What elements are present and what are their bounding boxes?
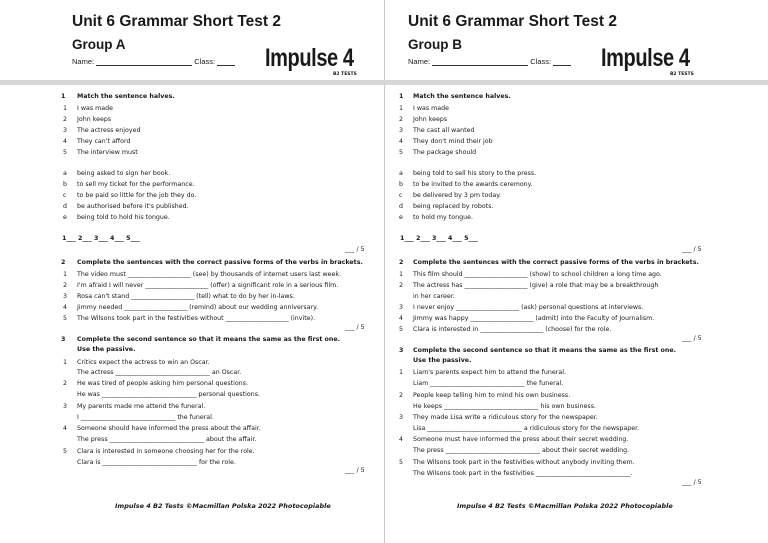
match-item: They don't mind their job: [413, 138, 493, 145]
item-number: 1: [399, 271, 404, 278]
name-label: Name:: [408, 57, 431, 66]
option-letter: d: [399, 203, 403, 210]
match-item: I was made: [413, 105, 450, 112]
match-option: to be invited to the awards ceremony.: [413, 181, 533, 188]
match-option: to sell my ticket for the performance.: [77, 181, 195, 188]
gap-fill-sentence[interactable]: Rosa can't stand ____________________ (tell) what to do by her in-laws.: [77, 293, 295, 300]
option-letter: c: [63, 192, 67, 199]
section-3-subheading: Use the passive.: [77, 346, 136, 353]
gap-fill-sentence[interactable]: Jimmy needed ____________________ (remind) about our wedding anniversary.: [77, 304, 318, 311]
transformation-sentence[interactable]: I ______________________________ the funeral.: [77, 414, 214, 421]
option-letter: c: [399, 192, 403, 199]
source-sentence: Clara is interested in someone choosing her for the role.: [77, 448, 255, 455]
match-item: The interview must: [77, 149, 138, 156]
source-sentence: Someone should have informed the press about the affair.: [77, 425, 261, 432]
section-3-heading: Complete the second sentence so that it means the same as the first one.: [413, 347, 676, 354]
option-letter: e: [399, 214, 403, 221]
match-option: being replaced by robots.: [413, 203, 494, 210]
item-number: 1: [63, 271, 68, 278]
item-number: 2: [399, 116, 404, 123]
item-number: 1: [399, 105, 404, 112]
source-sentence: Liam's parents expect him to attend the funeral.: [413, 369, 566, 376]
class-label: Class:: [194, 57, 216, 66]
gap-fill-sentence[interactable]: The actress has ____________________ (give) a role that may be a breakthrough: [413, 282, 659, 289]
match-item: I was made: [77, 105, 114, 112]
class-field[interactable]: [553, 57, 571, 66]
transformation-sentence[interactable]: The press ______________________________ about the affair.: [77, 436, 257, 443]
item-number: 4: [63, 138, 68, 145]
section-number: 3: [399, 347, 404, 354]
match-item: The package should: [413, 149, 477, 156]
impulse-logo: Impulse 4: [265, 44, 354, 72]
match-option: be authorised before it's published.: [77, 203, 189, 210]
source-sentence: Someone must have informed the press about their secret wedding.: [413, 436, 629, 443]
section-2-heading: Complete the sentences with the correct passive forms of the verbs in brackets.: [413, 259, 699, 266]
section-number: 2: [61, 259, 66, 266]
item-number: 3: [63, 127, 68, 134]
match-item: John keeps: [77, 116, 112, 123]
gap-fill-sentence[interactable]: The video must ____________________ (see) by thousands of internet users last week.: [77, 271, 342, 278]
class-label: Class:: [530, 57, 552, 66]
page-title: Unit 6 Grammar Short Test 2: [408, 13, 618, 30]
gap-fill-sentence[interactable]: Jimmy was happy ____________________ (admit) into the Faculty of Journalism.: [413, 315, 655, 322]
name-field[interactable]: [96, 57, 192, 66]
item-number: 2: [399, 282, 404, 289]
logo-subtitle: B2 TESTS: [333, 72, 357, 77]
option-letter: b: [399, 181, 403, 188]
section-number: 1: [61, 93, 66, 100]
match-item: The cast all wanted: [413, 127, 475, 134]
group-label: Group B: [408, 37, 462, 52]
transformation-sentence[interactable]: The actress ______________________________ an Oscar.: [77, 369, 242, 376]
option-letter: b: [63, 181, 67, 188]
item-number: 3: [399, 414, 404, 421]
page-title: Unit 6 Grammar Short Test 2: [72, 13, 282, 30]
source-sentence: They made Lisa write a ridiculous story for the newspaper.: [413, 414, 598, 421]
match-option: being told to hold his tongue.: [77, 214, 170, 221]
item-number: 3: [63, 293, 68, 300]
score-box[interactable]: ___ / 5: [682, 335, 702, 342]
section-number: 1: [399, 93, 404, 100]
name-label: Name:: [72, 57, 95, 66]
item-number: 2: [63, 116, 68, 123]
gap-fill-sentence[interactable]: Clara is interested in ____________________ (choose) for the role.: [413, 326, 612, 333]
item-number: 4: [63, 304, 68, 311]
impulse-logo: Impulse 4: [601, 44, 690, 72]
name-class-line: [72, 57, 235, 66]
header-band: [0, 80, 384, 85]
item-number: 1: [63, 359, 68, 366]
score-box[interactable]: ___ / 5: [345, 246, 365, 253]
section-number: 2: [399, 259, 404, 266]
item-number: 5: [63, 149, 68, 156]
item-number: 3: [399, 304, 404, 311]
item-number: 1: [63, 105, 68, 112]
item-number: 5: [399, 326, 404, 333]
item-number: 4: [399, 315, 404, 322]
source-sentence: He was tired of people asking him personal questions.: [77, 380, 248, 387]
score-box[interactable]: ___ / 5: [345, 324, 365, 331]
option-letter: a: [399, 170, 403, 177]
gap-fill-sentence[interactable]: The Wilsons took part in the festivities without ____________________ (invite).: [77, 315, 316, 322]
option-letter: e: [63, 214, 67, 221]
item-number: 2: [63, 380, 68, 387]
answer-blanks[interactable]: 1___ 2___ 3___ 4___ 5___: [400, 235, 478, 242]
source-sentence: People keep telling him to mind his own business.: [413, 392, 571, 399]
match-option: being told to sell his story to the press.: [413, 170, 537, 177]
test-page-group-b: [384, 0, 768, 543]
score-box[interactable]: ___ / 5: [682, 479, 702, 486]
item-number: 3: [399, 127, 404, 134]
gap-fill-sentence[interactable]: I'm afraid I will never ____________________ (offer) a significant role in a serious film.: [77, 282, 339, 289]
gap-fill-continuation: in her career.: [413, 293, 455, 300]
gap-fill-sentence[interactable]: I never enjoy ____________________ (ask) personal questions at interviews.: [413, 304, 644, 311]
match-item: They can't afford: [77, 138, 131, 145]
source-sentence: Critics expect the actress to win an Oscar.: [77, 359, 210, 366]
score-box[interactable]: ___ / 5: [345, 467, 365, 474]
item-number: 4: [63, 425, 68, 432]
item-number: 5: [63, 448, 68, 455]
section-3-heading: Complete the second sentence so that it means the same as the first one.: [77, 336, 340, 343]
item-number: 4: [399, 138, 404, 145]
item-number: 5: [63, 315, 68, 322]
match-item: John keeps: [413, 116, 448, 123]
answer-blanks[interactable]: 1___ 2___ 3___ 4___ 5___: [62, 235, 140, 242]
transformation-sentence[interactable]: Clara is ______________________________ for the role.: [77, 459, 236, 466]
section-1-heading: Match the sentence halves.: [77, 93, 175, 100]
section-number: 3: [61, 336, 66, 343]
item-number: 2: [63, 282, 68, 289]
gap-fill-sentence[interactable]: This film should ____________________ (show) to school children a long time ago.: [413, 271, 662, 278]
section-2-heading: Complete the sentences with the correct passive forms of the verbs in brackets.: [77, 259, 363, 266]
match-option: to hold my tongue.: [413, 214, 473, 221]
option-letter: d: [63, 203, 67, 210]
option-letter: a: [63, 170, 67, 177]
header-band: [384, 80, 768, 85]
item-number: 5: [399, 149, 404, 156]
logo-subtitle: B2 TESTS: [670, 72, 694, 77]
page-footer: Impulse 4 B2 Tests ©Macmillan Polska 2022 Photocopiable: [115, 502, 331, 510]
item-number: 2: [399, 392, 404, 399]
transformation-sentence[interactable]: Liam ______________________________ the funeral.: [413, 380, 564, 387]
name-field[interactable]: [432, 57, 528, 66]
score-box[interactable]: ___ / 5: [682, 246, 702, 253]
match-option: being asked to sign her book.: [77, 170, 171, 177]
group-label: Group A: [72, 37, 126, 52]
source-sentence: My parents made me attend the funeral.: [77, 403, 206, 410]
item-number: 4: [399, 436, 404, 443]
transformation-sentence[interactable]: The Wilsons took part in the festivities ______________________________.: [413, 470, 633, 477]
transformation-sentence[interactable]: The press ______________________________ about their secret wedding.: [413, 447, 630, 454]
transformation-sentence[interactable]: He was ______________________________ personal questions.: [77, 391, 261, 398]
class-field[interactable]: [217, 57, 235, 66]
item-number: 5: [399, 459, 404, 466]
section-3-subheading: Use the passive.: [413, 357, 472, 364]
transformation-sentence[interactable]: He keeps ______________________________ his own business.: [413, 403, 596, 410]
item-number: 3: [63, 403, 68, 410]
match-option: to be paid so little for the job they do.: [77, 192, 197, 199]
match-item: The actress enjoyed: [77, 127, 141, 134]
item-number: 1: [399, 369, 404, 376]
transformation-sentence[interactable]: Lisa ______________________________ a ridiculous story for the newspaper.: [413, 425, 640, 432]
name-class-line: [408, 57, 571, 66]
source-sentence: The Wilsons took part in the festivities without anybody inviting them.: [413, 459, 635, 466]
page-footer: Impulse 4 B2 Tests ©Macmillan Polska 2022 Photocopiable: [457, 502, 673, 510]
section-1-heading: Match the sentence halves.: [413, 93, 511, 100]
match-option: be delivered by 3 pm today.: [413, 192, 502, 199]
